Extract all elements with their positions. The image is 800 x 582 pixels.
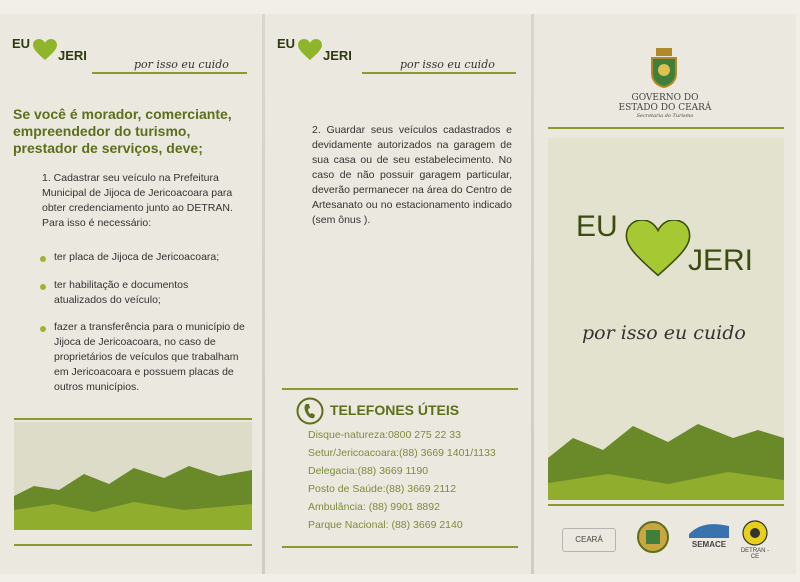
- phone-line: Posto de Saúde:(88) 3669 2112: [308, 483, 457, 495]
- gov-line-2: ESTADO DO CEARÁ: [618, 103, 712, 113]
- bullet-item: fazer a transferência para o município de Jijoca de Jericoacoara, no caso de proprietários de veículos que trabalham em Jericoacoara e possuem placas de outros municípios.: [54, 321, 245, 393]
- landscape-illustration: [14, 418, 252, 548]
- cover-slogan: por isso eu cuido: [582, 322, 746, 344]
- detran-text: DETRAN - CE: [740, 548, 770, 560]
- phone-line: Parque Nacional: (88) 3669 2140: [308, 519, 463, 531]
- cover-jeri: JERI: [688, 244, 754, 277]
- bullet-icon: [40, 256, 46, 262]
- logo-eu: EU: [277, 36, 296, 51]
- semace-wave-icon: [689, 520, 729, 538]
- header-rule: [362, 72, 516, 74]
- bullet-icon: [40, 326, 46, 332]
- bullet-item: ter habilitação e documentos atualizados do veículo;: [54, 279, 189, 306]
- gov-line-1: GOVERNO DO: [631, 93, 699, 103]
- state-coat-of-arms-icon: [651, 48, 677, 88]
- bullet-item: ter placa de Jijoca de Jericoacoara;: [54, 251, 220, 263]
- cover-art: [548, 138, 784, 500]
- instruction-1: 1. Cadastrar seu veículo na Prefeitura Municipal de Jijoca de Jericoacoara para obter credenciamento junto ao DETRAN. Para isso é necessário:: [42, 172, 233, 229]
- phones-title: TELEFONES ÚTEIS: [330, 402, 460, 418]
- section-rule: [282, 546, 518, 548]
- semace-text: SEMACE: [691, 540, 727, 549]
- cover-landscape: [548, 138, 784, 500]
- cover-eu: EU: [576, 210, 618, 243]
- government-text: [610, 93, 720, 119]
- cover-rule: [548, 127, 784, 129]
- phone-icon: [296, 397, 324, 425]
- detran-logo: [736, 520, 774, 560]
- heart-icon: [33, 39, 57, 61]
- slogan: por isso eu cuido: [134, 58, 229, 71]
- municipal-emblem-icon: [636, 520, 670, 554]
- header-rule: [92, 72, 247, 74]
- ceara-logo: [562, 528, 616, 552]
- ceara-logo-text: CEARÁ: [575, 535, 603, 544]
- cover-rule: [548, 504, 784, 506]
- phone-line: Setur/Jericoacoara:(88) 3669 1401/1133: [308, 447, 496, 459]
- phone-line: Ambulância: (88) 9901 8892: [308, 501, 440, 513]
- instruction-2: 2. Guardar seus veículos cadastrados e devidamente autorizados na garagem de sua casa ou de seu estabelecimento. No caso de não possuir garagem particular, deverão permanecer na área do Centro de Artesanato ou no estacionamento indicado (sem ônus ).: [312, 124, 512, 226]
- section-rule: [282, 388, 518, 390]
- slogan: por isso eu cuido: [400, 58, 495, 71]
- gov-line-3: Secretaria do Turismo: [636, 113, 694, 119]
- logo-jeri: JERI: [58, 48, 87, 63]
- big-heart-icon: [625, 220, 691, 278]
- logo-jeri: JERI: [323, 48, 352, 63]
- detran-icon: [740, 520, 770, 546]
- heart-icon: [298, 39, 322, 61]
- bullet-icon: [40, 284, 46, 290]
- panel1-heading: Se você é morador, comerciante, empreendedor do turismo, prestador de serviços, deve;: [13, 106, 232, 156]
- phone-line: Disque-natureza:0800 275 22 33: [308, 429, 461, 441]
- logo-eu: EU: [12, 36, 31, 51]
- semace-logo: [688, 520, 730, 549]
- phone-line: Delegacia:(88) 3669 1190: [308, 465, 429, 477]
